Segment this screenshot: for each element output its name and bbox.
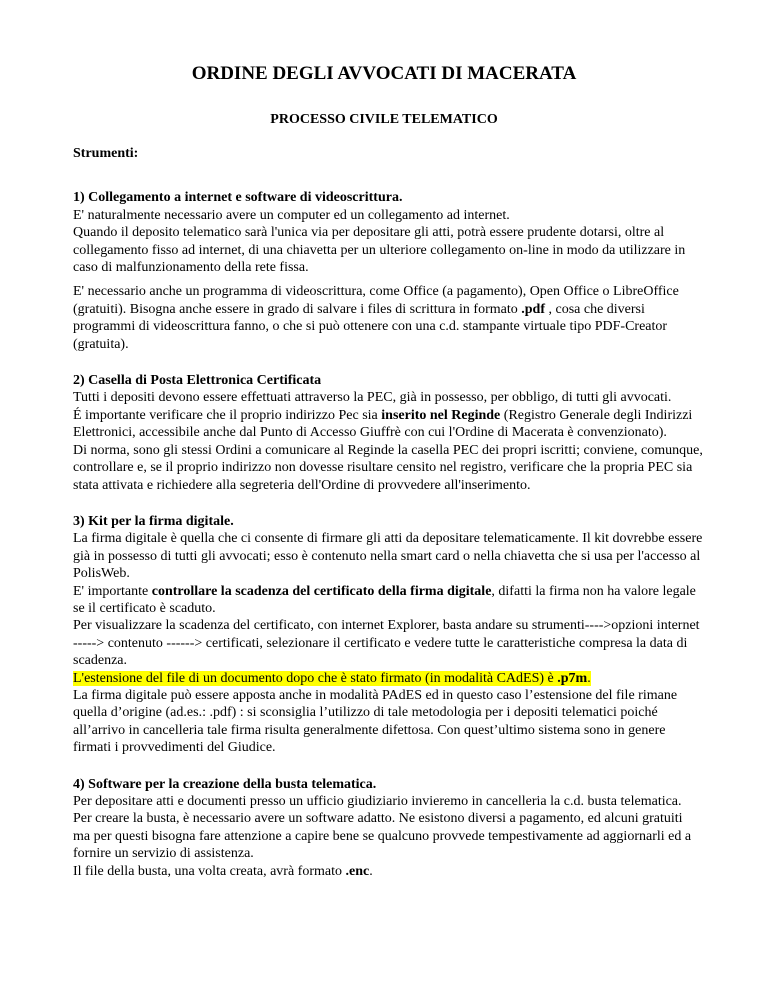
section-1-paragraph-3-text-c: , cosa che diversi programmi di videoscrittura fanno, o che si può ottenere con una c.d. stampante virtuale tipo PDF-Creator (gratuita). [73,301,668,352]
section-2-heading: 2) Casella di Posta Elettronica Certificata [73,373,322,389]
section-3-paragraph-1: La firma digitale è quella che ci consente di firmare gli atti da depositare telematicamente. Il kit dovrebbe essere già in possesso di tutti gli avvocati; esso è contenuto nella smart card o nella chiavetta che si usa per l'accesso al PolisWeb. [73,531,703,582]
section-4-paragraph-2 [73,863,703,880]
section-4-paragraph-2-text-c: . [369,863,373,879]
section-4-paragraph-1: Per depositare atti e documenti presso un ufficio giudiziario invieremo in cancelleria la c.d. busta telematica. Per creare la busta, è necessario avere un software adatto. Ne esistono diversi a pagamento, ed alcuni gratuiti ma per questi bisogna fare attenzione a capire bene se qualcuno provvede tempestivamente ad aggiornarli ed a fornire un servizio di assistenza. [73,794,692,862]
document-subtitle: PROCESSO CIVILE TELEMATICO [270,112,498,127]
section-1-paragraph-1: E' naturalmente necessario avere un computer ed un collegamento ad internet. [73,207,510,223]
tools-label: Strumenti: [73,146,139,161]
section-2-paragraph-2 [73,407,703,442]
section-3-paragraph-2-text-a: E' importante [73,583,152,599]
section-3-paragraph-3: Per visualizzare la scadenza del certificato, con internet Explorer, basta andare su strumenti---->opzioni internet -----> contenuto ------> certificati, selezionare il certificato e vedere tutte le caratteristiche compresa la data di scadenza. [73,618,700,669]
section-3-paragraph-2 [73,583,703,618]
section-1-heading: 1) Collegamento a internet e software di videoscrittura. [73,190,403,206]
section-2-paragraph-1: Tutti i depositi devono essere effettuati attraverso la PEC, già in possesso, per obbligo, di tutti gli avvocati. [73,390,672,406]
section-1-paragraph-2: Quando il deposito telematico sarà l'unica via per depositare gli atti, potrà essere prudente dotarsi, oltre al collegamento fisso ad internet, di una chiavetta per un ulteriore collegamento on-line in modo da utilizzare in caso di malfunzionamento della rete fissa. [73,225,686,276]
section-3-paragraph-5: La firma digitale può essere apposta anche in modalità PAdES ed in questo caso l’estensione del file rimane quella d’origine (ad.es.: .pdf) : si sconsiglia l’utilizzo di tale metodologia per i depositi telematici poiché all’arrivo in cancelleria tale firma risulta generalmente difettosa. Con quest’ultimo sistema sono in genere firmati i provvedimenti del Giudice. [73,687,678,756]
section-3-paragraph-2-text-c: , difatti la firma non ha valore legale se il certificato è scaduto. [73,583,696,616]
enc-format-label: .enc [345,863,370,879]
section-3-paragraph-4-text-c: . [587,670,591,686]
section-3-paragraph-4 [73,670,703,687]
section-2-paragraph-2-text-a: É importante verificare che il proprio indirizzo Pec sia [73,407,382,423]
reginde-emphasis: inserito nel Reginde [381,407,501,423]
p7m-extension-label: .p7m [557,670,588,686]
certificate-expiry-emphasis: controllare la scadenza del certificato della firma digitale [151,583,492,599]
section-4-paragraph-2-text-a: Il file della busta, una volta creata, avrà formato [73,863,346,879]
document-title: ORDINE DEGLI AVVOCATI DI MACERATA [191,63,577,84]
pdf-format-label: .pdf [521,301,545,317]
section-3-heading: 3) Kit per la firma digitale. [73,513,234,529]
section-2-paragraph-2-text-c: (Registro Generale degli Indirizzi Elettronici, accessibile anche dal Punto di Accesso Giuffrè con cui l'Ordine di Macerata è convenzionato). [73,407,693,441]
document-body [73,145,703,880]
section-1-paragraph-3-text-a: E' necessario anche un programma di videoscrittura, come Office (a pagamento), Open Office o LibreOffice (gratuiti). Bisogna anche essere in grado di salvare i files di scrittura in formato [73,284,679,317]
section-1-paragraph-3 [73,283,703,353]
section-2-paragraph-3: Di norma, sono gli stessi Ordini a comunicare al Reginde la casella PEC dei propri iscritti; conviene, comunque, controllare e, se il proprio indirizzo non dovesse risultare censito nel registro, verificare che la propria PEC sia stata attivata e richiedere alla segreteria dell'Ordine di provvedere all'inserimento. [73,442,703,493]
highlighted-extension-note [73,671,591,686]
section-3-paragraph-4-text-a: L'estensione del file di un documento dopo che è stato firmato (in modalità CAdES) è [73,670,558,686]
section-4-heading: 4) Software per la creazione della busta telematica. [73,776,377,792]
